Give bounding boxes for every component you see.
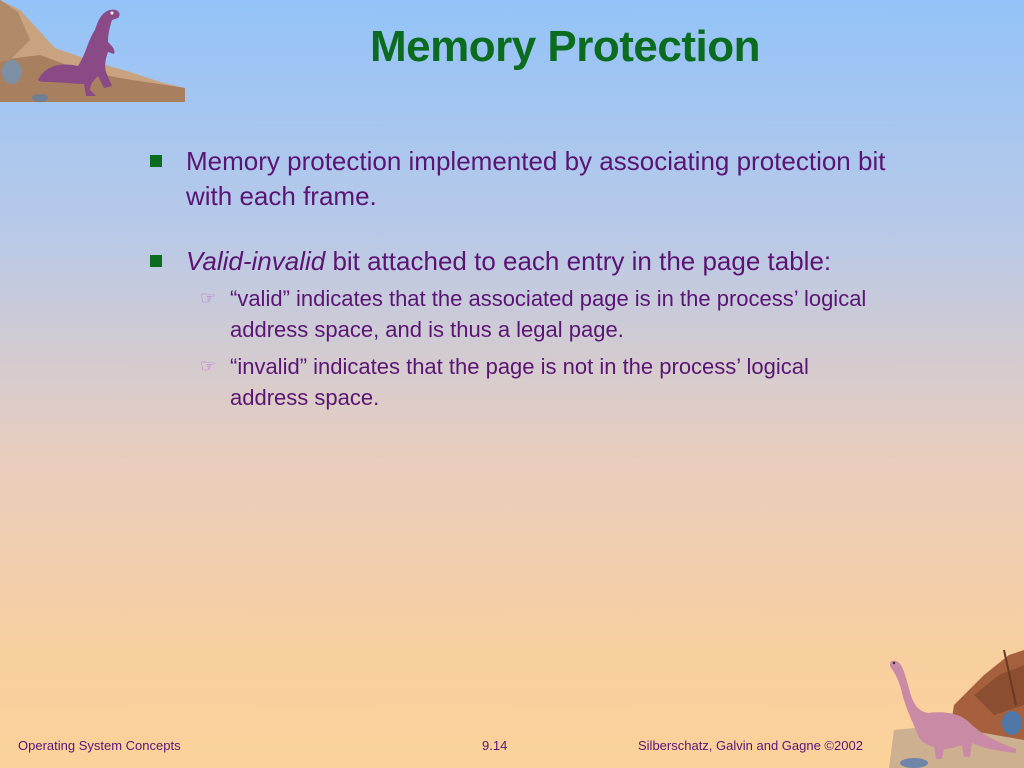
bullet-item: [148, 244, 928, 279]
slide-content: [148, 144, 928, 419]
brontosaurus-dinosaur-icon: [884, 645, 1024, 768]
pointing-hand-icon: ☞: [200, 356, 217, 376]
sub-bullet-item: [148, 283, 890, 345]
sub-bullet-text: “valid” indicates that the associated page is in the process’ logical address space, and is thus a legal page.: [230, 286, 867, 342]
bullet-italic-term: Valid-invalid: [186, 246, 326, 276]
bullet-item: [148, 144, 928, 214]
footer-page-number: 9.14: [482, 738, 508, 753]
slide-title: Memory Protection: [369, 22, 760, 71]
sub-bullet-item: [148, 351, 890, 413]
bullet-text: Memory protection implemented by associating protection bit with each frame.: [186, 146, 886, 211]
sub-bullet-text: “invalid” indicates that the page is not in the process’ logical address space.: [230, 354, 809, 410]
t-rex-dinosaur-icon: [0, 0, 190, 105]
pointing-hand-icon: ☞: [200, 288, 217, 308]
footer-course-title: Operating System Concepts: [18, 738, 181, 753]
square-bullet-icon: [150, 155, 162, 167]
footer-copyright: Silberschatz, Galvin and Gagne ©2002: [638, 738, 863, 753]
bullet-text: bit attached to each entry in the page table:: [325, 246, 832, 276]
square-bullet-icon: [150, 255, 162, 267]
